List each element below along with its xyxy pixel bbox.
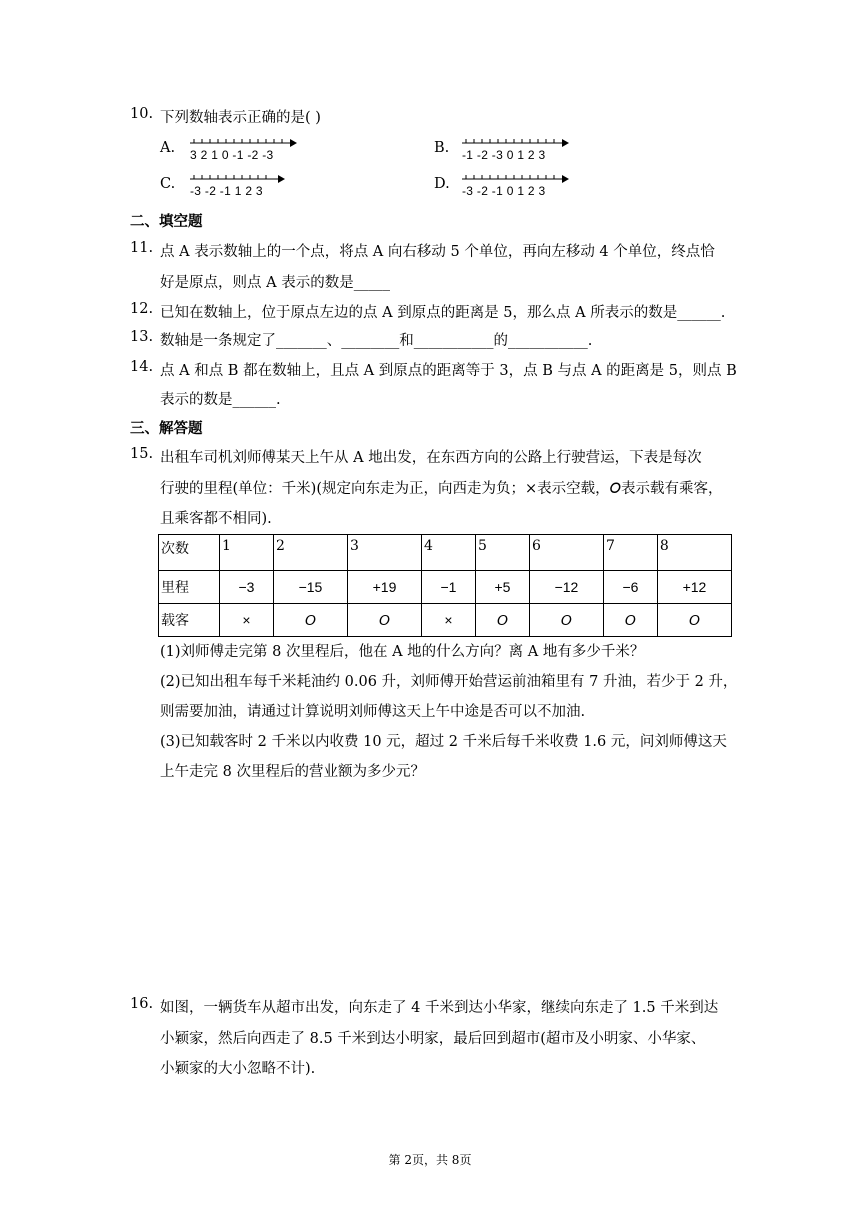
row-label: 载客 (159, 604, 220, 637)
number-line-labels: -1 -2 -3 0 1 2 3 (462, 148, 546, 162)
table-cell: +5 (475, 571, 529, 604)
number-line-labels: -3 -2 -1 0 1 2 3 (462, 184, 546, 198)
question-number: 10. (130, 106, 154, 122)
table-cell: 7 (603, 535, 657, 571)
question-number: 11. (130, 240, 154, 256)
option-c-label: C. (160, 176, 176, 192)
table-cell: +19 (347, 571, 421, 604)
table-cell: 3 (347, 535, 421, 571)
table-cell: −6 (603, 571, 657, 604)
option-b-label: B. (434, 140, 450, 156)
table-cell: 8 (657, 535, 731, 571)
page-footer: 第 2页，共 8页 (388, 1153, 472, 1167)
row-label: 次数 (159, 535, 220, 571)
number-line-labels: 3 2 1 0 -1 -2 -3 (190, 148, 274, 162)
question-text: 已知在数轴上，位于原点左边的点 A 到原点的距离是 5，那么点 A 所表示的数是______. (160, 305, 726, 321)
question-number: 13. (130, 329, 154, 345)
sub-question: (2)已知出租车每千米耗油约 0.06 升，刘师傅开始营运前油箱里有 7 升油，若少于 2 升， (160, 674, 738, 690)
table-cell: 2 (273, 535, 347, 571)
section-heading-fill-in: 二、填空题 (130, 213, 203, 230)
table-cell: 6 (529, 535, 603, 571)
question-number: 15. (130, 446, 154, 462)
question-text: 小颖家，然后向西走了 8.5 千米到达小明家，最后回到超市(超市及小明家、小华家、 (160, 1031, 706, 1047)
table-cell: −15 (273, 571, 347, 604)
option-d-label: D. (434, 176, 450, 192)
table-cell: 1 (220, 535, 274, 571)
table-row (159, 604, 732, 637)
table-cell: 5 (475, 535, 529, 571)
question-text: 且乘客都不相同). (160, 511, 272, 527)
table-row (159, 571, 732, 604)
number-line-d (462, 173, 572, 199)
table-cell: × (220, 604, 274, 637)
table-cell: × (422, 604, 476, 637)
question-text: 点 A 表示数轴上的一个点，将点 A 向右移动 5 个单位，再向左移动 4 个单位，终点恰 (160, 244, 715, 260)
table-cell: 𝘖 (657, 604, 731, 637)
question-number: 12. (130, 301, 154, 317)
number-line-c (190, 173, 290, 199)
question-text: 如图，一辆货车从超市出发，向东走了 4 千米到达小华家，继续向东走了 1.5 千米到达 (160, 1000, 719, 1016)
sub-question: (3)已知载客时 2 千米以内收费 10 元，超过 2 千米后每千米收费 1.6 元，问刘师傅这天 (160, 734, 727, 750)
sub-question: (1)刘师傅走完第 8 次里程后，他在 A 地的什么方向？离 A 地有多少千米？ (160, 644, 645, 660)
question-text: 数轴是一条规定了_______、________和___________的___________. (160, 333, 593, 349)
question-number: 14. (130, 359, 154, 375)
question-stem: 下列数轴表示正确的是( ) (160, 110, 321, 126)
table-row (159, 535, 732, 571)
sub-question: 上午走完 8 次里程后的营业额为多少元？ (160, 764, 425, 780)
table-cell: 𝘖 (529, 604, 603, 637)
question-text: 出租车司机刘师傅某天上午从 A 地出发，在东西方向的公路上行驶营运，下表是每次 (160, 450, 702, 466)
table-cell: −12 (529, 571, 603, 604)
number-line-a (190, 137, 300, 163)
question-text: 小颖家的大小忽略不计). (160, 1061, 316, 1077)
question-text: 表示的数是______. (160, 392, 281, 408)
section-heading-answer: 三、解答题 (130, 420, 203, 437)
table-cell: 𝘖 (273, 604, 347, 637)
table-cell: +12 (657, 571, 731, 604)
question-number: 16. (130, 996, 154, 1012)
mileage-table (158, 534, 732, 637)
table-cell: 𝘖 (475, 604, 529, 637)
table-cell: 𝘖 (347, 604, 421, 637)
number-line-b (462, 137, 572, 163)
sub-question: 则需要加油，请通过计算说明刘师傅这天上午中途是否可以不加油. (160, 704, 586, 720)
table-cell: 4 (422, 535, 476, 571)
question-text: 行驶的里程(单位：千米)(规定向东走为正，向西走为负；×表示空载，𝘖表示载有乘客， (160, 481, 723, 497)
number-line-labels: -3 -2 -1 1 2 3 (190, 184, 263, 198)
question-text: 点 A 和点 B 都在数轴上，且点 A 到原点的距离等于 3，点 B 与点 A 的距离是 5，则点 B (160, 363, 737, 379)
table-cell: −1 (422, 571, 476, 604)
question-text: 好是原点，则点 A 表示的数是_____ (160, 275, 390, 291)
row-label: 里程 (159, 571, 220, 604)
option-a-label: A. (160, 140, 176, 156)
table-cell: −3 (220, 571, 274, 604)
table-cell: 𝘖 (603, 604, 657, 637)
